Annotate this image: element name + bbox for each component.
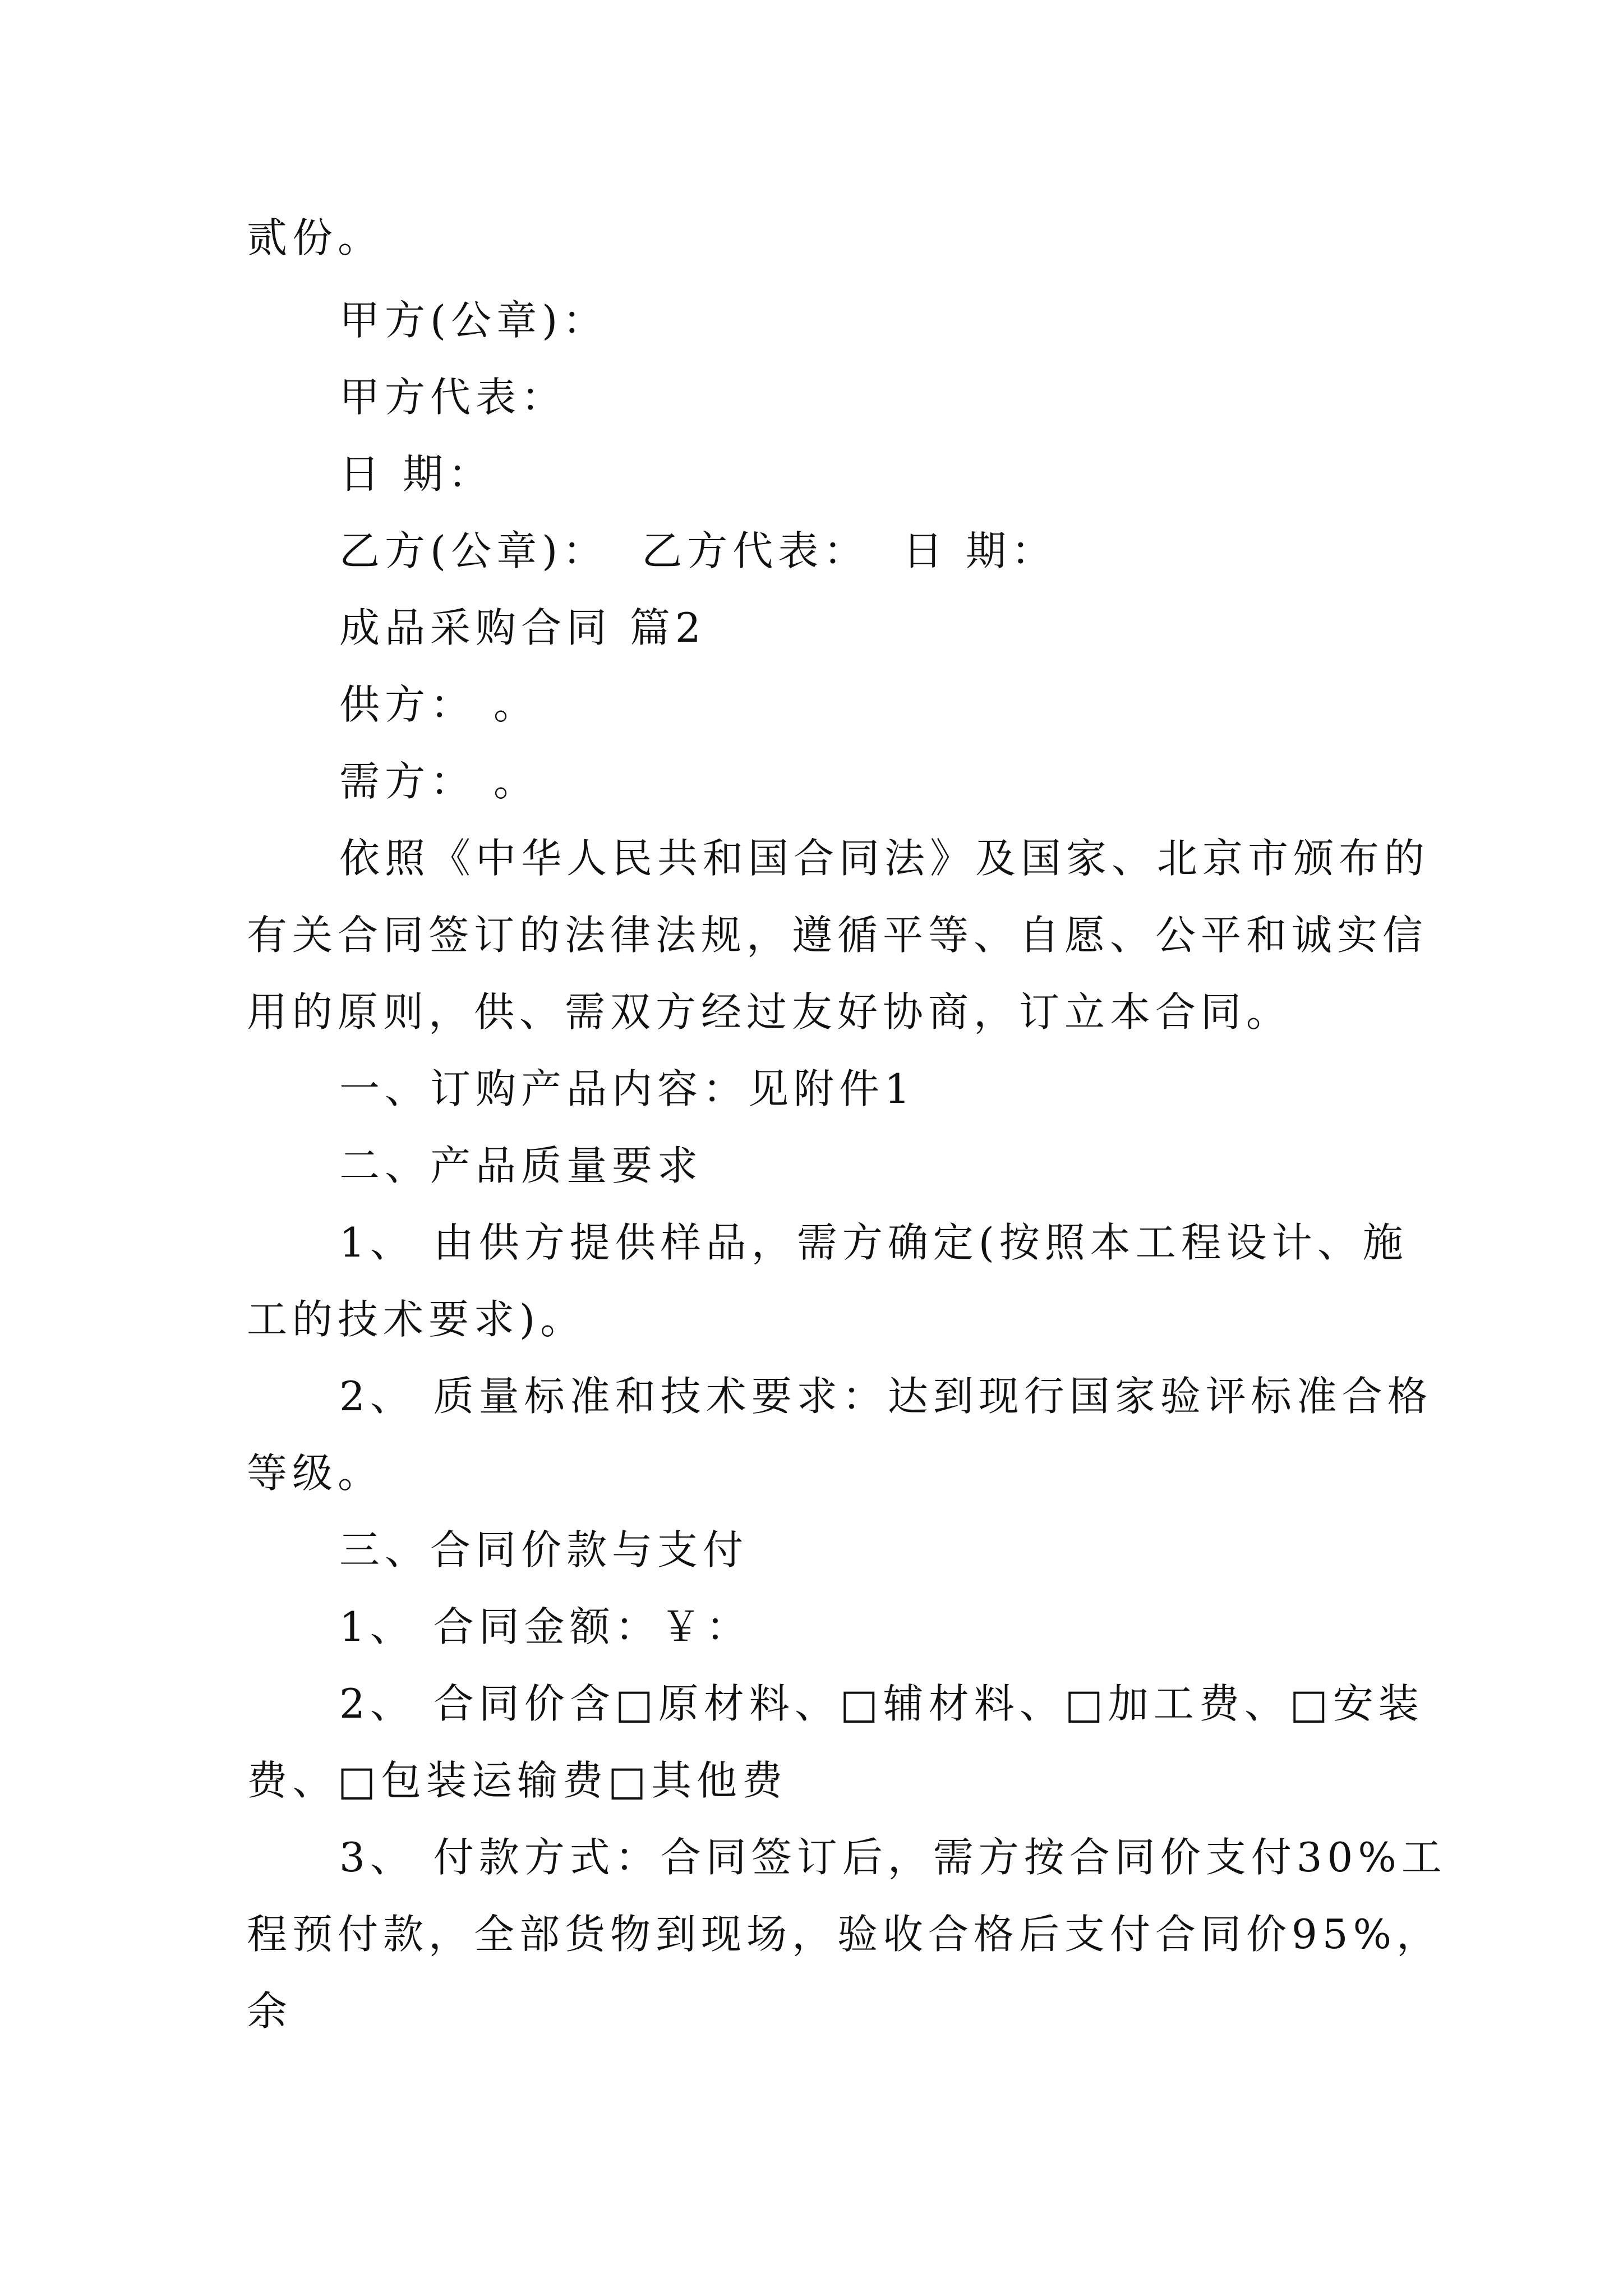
party-b-representative: 乙方代表： — [642, 527, 869, 574]
party-b-seal: 乙方(公章)： — [339, 527, 608, 574]
text-line: 用的原则，供、需双方经过友好协商，订立本合同。 — [247, 988, 1292, 1036]
text-line: 等级。 — [247, 1450, 384, 1497]
text-line: 余 — [247, 1987, 293, 2035]
clause-heading: 二、产品质量要求 — [339, 1142, 703, 1189]
clause-item: 3、 付款方式：合同签订后，需方按合同价支付30%工 — [339, 1834, 1447, 1881]
buyer-line: 需方： 。 — [339, 758, 539, 805]
party-a-seal: 甲方(公章)： — [339, 297, 608, 344]
text-line: 有关合同签订的法律法规，遵循平等、自愿、公平和诚实信 — [247, 912, 1428, 959]
text-line: 贰份。 — [247, 214, 384, 261]
clause-heading: 一、订购产品内容：见附件1 — [339, 1065, 915, 1112]
clause-item: 2、 合同价含□原材料、□辅材料、□加工费、□安装 — [339, 1680, 1424, 1727]
clause-heading: 三、合同价款与支付 — [339, 1526, 749, 1573]
clause-item: 2、 质量标准和技术要求：达到现行国家验评标准合格 — [339, 1373, 1433, 1420]
party-a-date: 日 期： — [339, 450, 494, 498]
clause-item: 1、 由供方提供样品，需方确定(按照本工程设计、施 — [339, 1219, 1408, 1266]
text-line: 工的技术要求)。 — [247, 1296, 586, 1343]
text-line: 程预付款，全部货物到现场，验收合格后支付合同价95%， — [247, 1911, 1442, 1958]
party-b-signature-line — [339, 527, 1057, 574]
section-title: 成品采购合同 篇2 — [339, 604, 706, 651]
text-line: 费、□包装运输费□其他费 — [247, 1757, 788, 1804]
supplier-line: 供方： 。 — [339, 681, 539, 728]
text-line: 依照《中华人民共和国合同法》及国家、北京市颁布的 — [339, 835, 1430, 882]
clause-item: 1、 合同金额：￥： — [339, 1603, 751, 1650]
party-a-representative: 甲方代表： — [339, 374, 567, 421]
party-b-date: 日 期： — [902, 527, 1057, 574]
